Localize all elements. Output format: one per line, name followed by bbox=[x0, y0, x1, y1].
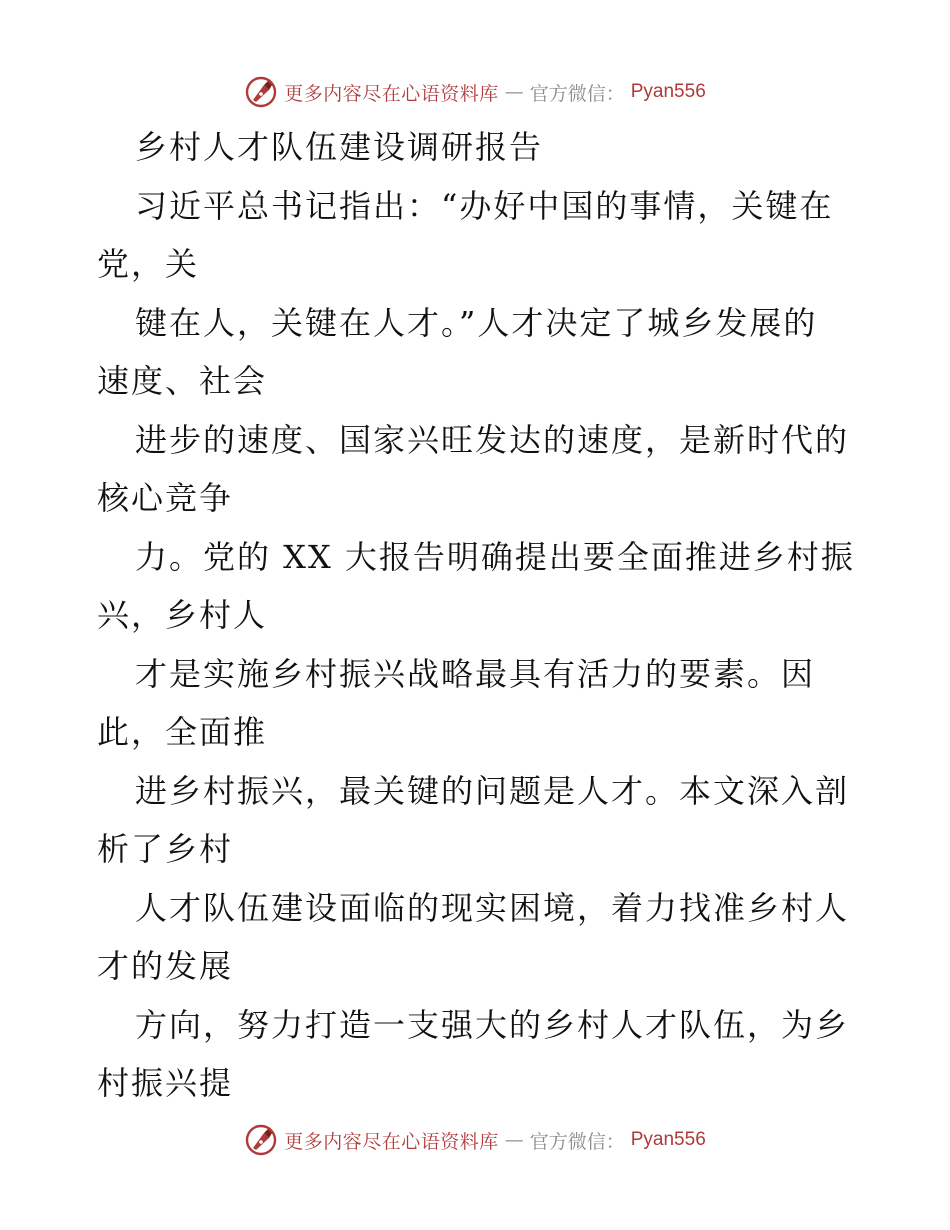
banner-wechat-label: 官方微信： bbox=[529, 1130, 625, 1153]
text-line: 键在人，关键在人才。”人才决定了城乡发展的 bbox=[135, 303, 818, 342]
text-line: 村振兴提 bbox=[97, 1064, 234, 1102]
text-line: 析了乡村 bbox=[97, 830, 234, 868]
banner-wechat-id: Pyan556 bbox=[630, 1129, 706, 1150]
pen-nib-logo-icon bbox=[244, 1123, 278, 1157]
document-body bbox=[97, 118, 857, 1113]
text-line: 人才队伍建设面临的现实困境，着力找准乡村人 bbox=[135, 888, 850, 927]
text-line: 进步的速度、国家兴旺发达的速度，是新时代的 bbox=[135, 420, 850, 459]
header-banner bbox=[0, 70, 950, 114]
text-line: 兴，乡村人 bbox=[97, 596, 268, 634]
text-line: 才是实施乡村振兴战略最具有活力的要素。因 bbox=[135, 654, 816, 693]
banner-wechat-label: 官方微信： bbox=[529, 82, 625, 105]
text-line: 速度、社会 bbox=[97, 362, 268, 400]
banner-text: 更多内容尽在心语资料库 bbox=[284, 1130, 499, 1153]
banner-separator: — bbox=[504, 1129, 524, 1151]
text-line: 核心竞争 bbox=[97, 479, 234, 517]
pen-nib-logo-icon bbox=[244, 75, 278, 109]
footer-banner bbox=[0, 1118, 950, 1162]
text-line: 进乡村振兴，最关键的问题是人才。本文深入剖 bbox=[135, 771, 850, 810]
text-line: 方向，努力打造一支强大的乡村人才队伍，为乡 bbox=[135, 1005, 850, 1044]
banner-wechat-id: Pyan556 bbox=[630, 81, 706, 102]
text-line: 党，关 bbox=[97, 245, 200, 283]
text-line: 才的发展 bbox=[97, 947, 234, 985]
text-line: 此，全面推 bbox=[97, 713, 268, 751]
text-line: 乡村人才队伍建设调研报告 bbox=[135, 128, 544, 166]
text-line: 习近平总书记指出：“办好中国的事情，关键在 bbox=[135, 186, 834, 225]
banner-text: 更多内容尽在心语资料库 bbox=[284, 82, 499, 105]
text-line: 力。党的 XX 大报告明确提出要全面推进乡村振 bbox=[135, 537, 855, 576]
banner-separator: — bbox=[504, 81, 524, 103]
